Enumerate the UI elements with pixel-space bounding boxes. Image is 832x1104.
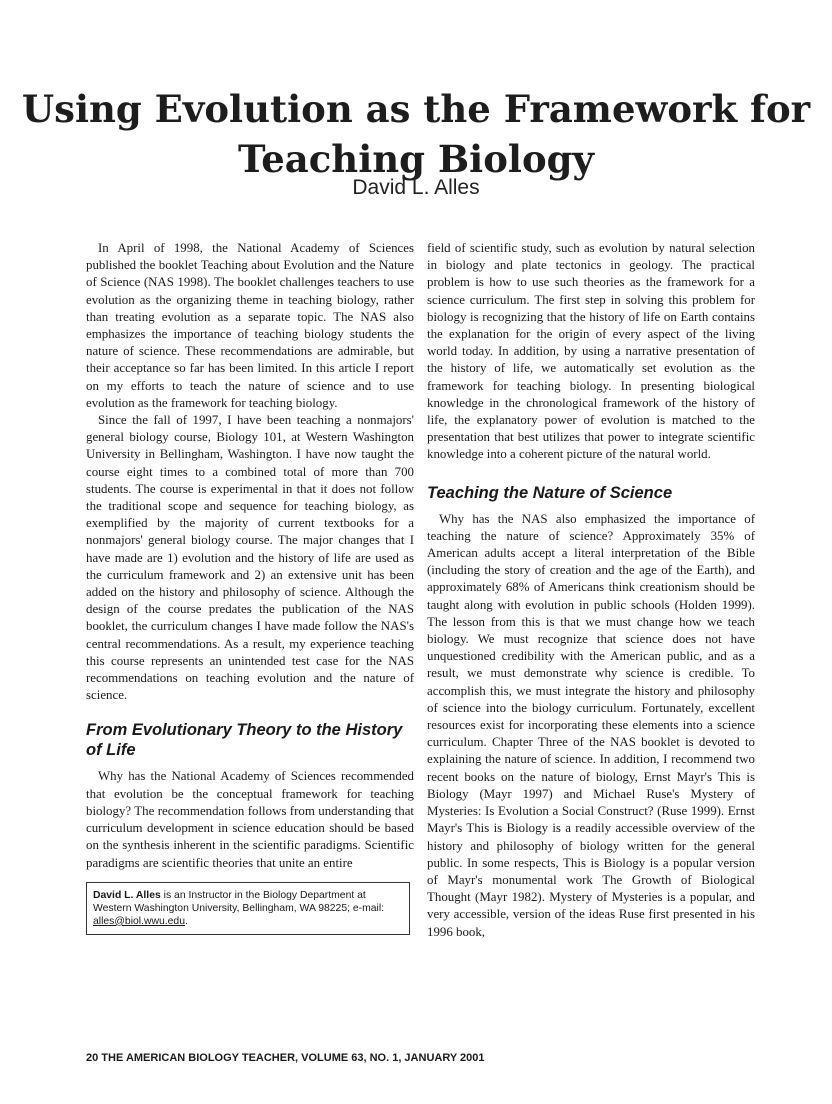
bio-email-link[interactable]: alles@biol.wwu.edu: [93, 915, 185, 927]
bio-end: .: [185, 915, 188, 927]
author-name: David L. Alles: [352, 176, 480, 199]
section-heading-evolutionary-theory: From Evolutionary Theory to the History of Life: [86, 721, 403, 760]
paragraph-intro: In April of 1998, the National Academy of Sciences published the booklet Teaching about Evolution and the Nature of Science (NAS 1998). The booklet challenges teachers to use evolution as the organizing theme in teaching biology, rather than treating evolution as a separate topic. The NAS also emphasizes the importance of teaching biology students the nature of science. These recommendations are admirable, but their acceptance so far has been limited. In this article I report on my efforts to teach the nature of science and to use evolution as the framework for teaching biology.: [86, 241, 414, 410]
article-title: [0, 84, 832, 184]
paragraph-recommendation: Why has the National Academy of Sciences recommended that evolution be the conceptual framework for teaching biology? The recommendation follows from understanding that curriculum development in science education should be based on the synthesis inherent in the scientific paradigms. Scientific paradigms are scientific theories that unite an entire: [86, 769, 414, 870]
bio-name: David L. Alles: [93, 889, 161, 901]
paragraph-scientific-study: field of scientific study, such as evolution by natural selection in biology and plate tectonics in geology. The practical problem is how to use such theories as the framework for a science curriculum. The first step in solving this problem for biology is recognizing that the history of life on Earth contains the explanation for the origin of every aspect of the living world today. In addition, by using a narrative presentation of the history of life, we automatically set evolution as the framework for teaching biology. In presenting biological knowledge in the chronological framework of the history of life, the explanatory power of evolution is matched to the presentation that best utilizes that power to integrate scientific knowledge into a coherent picture of the natural world.: [427, 241, 755, 462]
section-heading-nature-of-science: Teaching the Nature of Science: [427, 483, 673, 502]
paragraph-course: Since the fall of 1997, I have been teaching a nonmajors' general biology course, Biology 101, at Western Washington University in Bellingham, Washington. I have now taught the course eight times to a combined total of more than 700 students. The course is experimental in that it does not follow the traditional scope and sequence for teaching biology, as exemplified by the majority of current textbooks for a nonmajors' general biology course. The major changes that I have made are 1) evolution and the history of life are used as the curriculum framework and 2) an extensive unit has been added on the history and philosophy of science. Although the design of the course predates the publication of the NAS booklet, the curriculum changes I have made follow the NAS's central recommendations. As a result, my experience teaching this course represents an unintended test case for the NAS recommendations on teaching evolution and the nature of science.: [86, 413, 414, 703]
paragraph-nature-of-science: Why has the NAS also emphasized the importance of teaching the nature of science? Approximately 35% of American adults accept a literal interpretation of the Bible (including the story of creation and the age of the Earth), and approximately 68% of Americans think creationism should be taught along with evolution in public schools (Holden 1999). The lesson from this is that we must change how we teach biology. We must recognize that science does not have unquestioned credibility with the American public, and as a result, we must demonstrate why science is credible. To accomplish this, we must integrate the history and philosophy of science into the biology curriculum. Fortunately, excellent resources exist for incorporating these elements into a science curriculum. Chapter Three of the NAS booklet is devoted to explaining the nature of science. In addition, I recommend two recent books on the nature of biology, Ernst Mayr's This is Biology (Mayr 1997) and Michael Ruse's Mystery of Mysteries: Is Evolution a Social Construct? (Ruse 1999). Ernst Mayr's This is Biology is a readily accessible overview of the history and philosophy of biology written for the general public. In some respects, This is Biology is a popular version of Mayr's monumental work The Growth of Biological Thought (Mayr 1982). Mystery of Mysteries is a popular, and very accessible, version of the ideas Ruse first presented in his 1996 book,: [427, 511, 755, 939]
left-column: [86, 240, 414, 935]
right-column: [427, 240, 755, 941]
author-bio-box: [86, 882, 410, 935]
page-footer: 20 THE AMERICAN BIOLOGY TEACHER, VOLUME 63, NO. 1, JANUARY 2001: [86, 1052, 485, 1064]
bio-text: is an Instructor in the Biology Department at Western Washington University, Bellingham, WA 98225; e-mail:: [93, 889, 385, 914]
title-line-1: Using Evolution as the Framework for: [21, 87, 811, 131]
title-line-2: Teaching Biology: [237, 137, 595, 181]
